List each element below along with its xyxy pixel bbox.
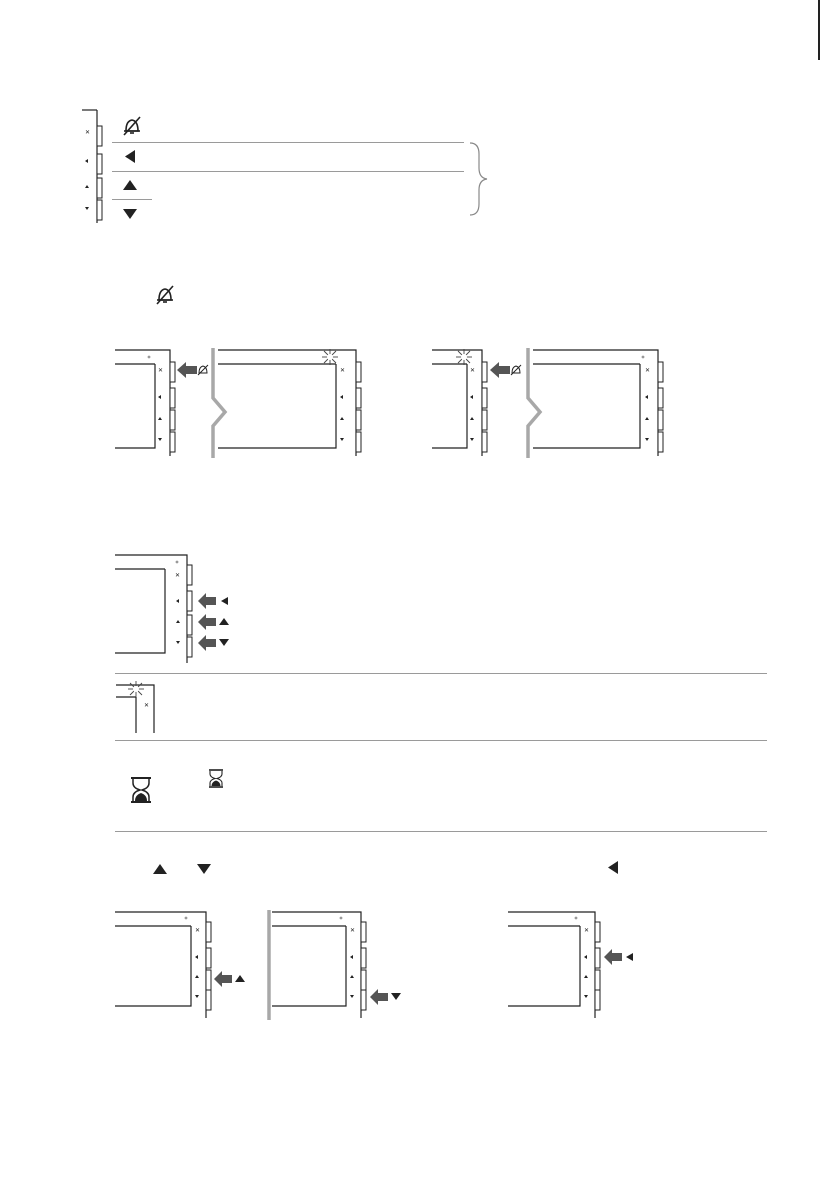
section-rule-2: [115, 740, 767, 741]
adjust-figure-2-device: [272, 910, 372, 1020]
adjust-figure-3-device: [508, 910, 608, 1020]
legend-brace: [465, 142, 495, 216]
mute-step-bell-off-icon: [154, 284, 176, 306]
svg-text:✕: ✕: [85, 129, 91, 136]
nav-left-triangle-icon: [220, 596, 230, 606]
legend-up-triangle-icon: [122, 178, 138, 192]
adjust-figure-2-down-triangle-icon: [390, 992, 402, 1002]
svg-text:✕: ✕: [144, 703, 150, 709]
adjust-figure-1-arrow: [214, 970, 234, 988]
nav-arrow-up: [198, 613, 218, 631]
mute-figure-a-arrow: [177, 361, 199, 379]
hourglass-full-icon: [130, 777, 152, 803]
adjust-figure-1-up-triangle-icon: [234, 974, 246, 984]
mute-figure-c-arrow: [490, 361, 512, 379]
svg-text:✕: ✕: [175, 573, 181, 579]
svg-text:✕: ✕: [340, 368, 346, 374]
section-rule-1: [115, 673, 767, 674]
adjust-divider: [262, 910, 272, 1020]
adjust-up-triangle-icon: [152, 862, 168, 876]
legend-device-edge: [80, 110, 110, 225]
svg-text:✕: ✕: [350, 928, 356, 934]
svg-text:✕: ✕: [584, 928, 590, 934]
nav-figure-device: [115, 553, 200, 665]
legend-rule-1: [112, 142, 464, 143]
svg-text:✕: ✕: [470, 368, 476, 374]
legend-bell-off-icon: [121, 115, 143, 137]
adjust-left-triangle-icon: [607, 860, 621, 876]
adjust-figure-3-left-triangle-icon: [625, 952, 635, 962]
adjust-down-triangle-icon: [196, 862, 212, 876]
mute-figure-d-device: [533, 348, 673, 458]
blink-corner-figure: [116, 679, 166, 735]
legend-rule-3: [112, 199, 152, 200]
legend-rule-2: [112, 171, 464, 172]
nav-arrow-left: [198, 592, 218, 610]
section-rule-3: [115, 831, 767, 832]
svg-text:✕: ✕: [645, 368, 651, 374]
hourglass-small-icon: [208, 769, 224, 788]
legend-down-triangle-icon: [122, 207, 138, 221]
svg-text:✕: ✕: [158, 368, 164, 374]
svg-text:✕: ✕: [195, 928, 201, 934]
legend-left-triangle-icon: [124, 149, 138, 165]
mute-figure-b-device: [218, 348, 368, 458]
adjust-figure-2-arrow: [370, 988, 390, 1006]
nav-down-triangle-icon: [218, 638, 230, 648]
nav-up-triangle-icon: [218, 617, 230, 627]
page-marker: [818, 0, 820, 60]
adjust-figure-3-arrow: [604, 948, 624, 966]
nav-arrow-down: [198, 634, 218, 652]
adjust-figure-1-device: [115, 910, 215, 1020]
